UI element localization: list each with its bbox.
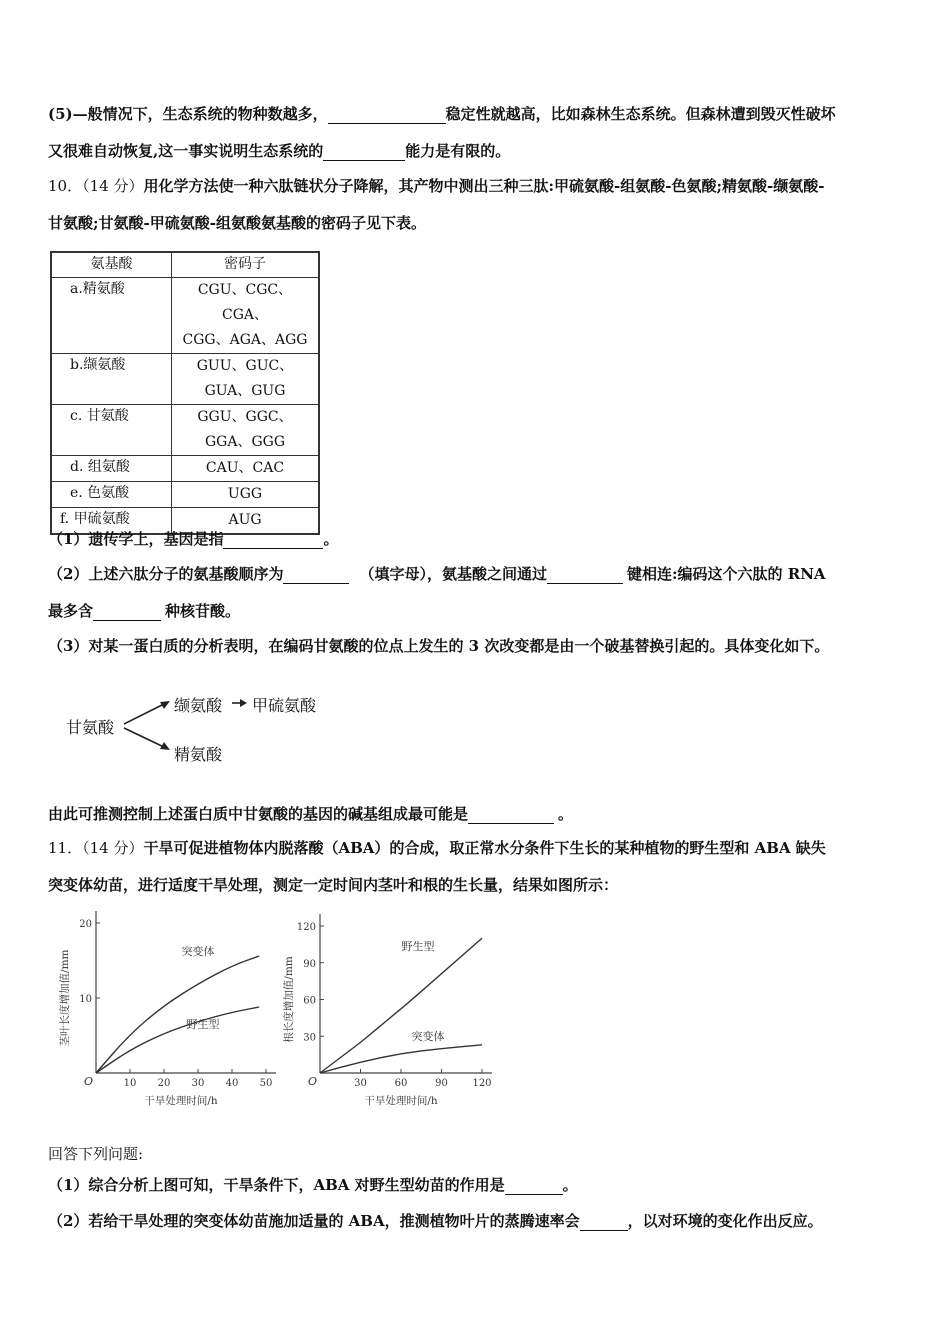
x-tick-label: 50 xyxy=(259,1078,273,1089)
codon-cell: UGG xyxy=(172,482,320,508)
codon-text: CGG、AGA、AGG xyxy=(182,332,308,348)
x-tick-label: 30 xyxy=(191,1078,205,1089)
answer-blank[interactable] xyxy=(93,602,161,621)
codon-cell xyxy=(172,278,320,354)
q10-p3 xyxy=(48,635,829,656)
answer-blank[interactable] xyxy=(580,1212,628,1231)
flow-branch-label: 精氨酸 xyxy=(174,745,223,764)
q10-p2-line1 xyxy=(48,563,826,584)
q10-p2-text: （2）上述六肽分子的氨基酸顺序为 xyxy=(48,565,284,583)
x-tick-label: 20 xyxy=(157,1078,171,1089)
arrow-head-icon xyxy=(240,699,247,707)
codon-text: GUU、GUC、 xyxy=(196,358,294,374)
q11-p2 xyxy=(48,1210,823,1231)
series-label: 野生型 xyxy=(401,940,435,953)
series-label: 野生型 xyxy=(186,1018,220,1031)
q10-p1-end: 。 xyxy=(323,530,339,548)
amino-acid-cell: d. 组氨酸 xyxy=(51,456,172,482)
chart-root xyxy=(280,905,500,1115)
table-row xyxy=(51,405,319,456)
codon-cell: AUG xyxy=(172,508,320,535)
series-line-2 xyxy=(96,1007,259,1073)
q10-p2-text: 最多含 xyxy=(48,602,94,620)
table-row xyxy=(51,456,319,482)
q11-p1 xyxy=(48,1174,578,1195)
q11-p1-text: （1）综合分析上图可知，干旱条件下，ABA 对野生型幼苗的作用是 xyxy=(48,1176,505,1194)
series-line-1 xyxy=(96,956,259,1073)
question-number: 11．（14 分） xyxy=(48,839,144,857)
amino-acid-cell: e. 色氨酸 xyxy=(51,482,172,508)
table-row xyxy=(51,482,319,508)
mutation-flow-diagram xyxy=(66,688,346,768)
x-tick-label: 10 xyxy=(123,1078,137,1089)
y-tick-label: 90 xyxy=(303,958,316,970)
q9-5-text-b: 稳定性就越高，比如森林生态系统。但森林遭到毁灭性破坏 xyxy=(445,105,836,123)
series-line-2 xyxy=(320,1045,482,1073)
q10-p1-text: （1）遗传学上，基因是指 xyxy=(48,530,224,548)
table-header: 密码子 xyxy=(172,252,320,278)
q10-p4-text: 由此可推测控制上述蛋白质中甘氨酸的基因的碱基组成最可能是 xyxy=(48,805,469,823)
q10-p1 xyxy=(48,528,338,549)
x-tick-label: 30 xyxy=(354,1078,367,1089)
codon-text: CGU、CGC、CGA、 xyxy=(197,282,293,323)
y-tick-label: 10 xyxy=(79,994,92,1005)
origin-label: O xyxy=(308,1075,318,1088)
answer-blank[interactable] xyxy=(223,530,323,549)
amino-acid-cell: f. 甲硫氨酸 xyxy=(51,508,172,535)
table-header: 氨基酸 xyxy=(51,252,172,278)
x-tick-label: 40 xyxy=(225,1078,239,1089)
x-tick-label: 120 xyxy=(472,1078,492,1089)
q10-p4 xyxy=(48,803,573,824)
q11-answer-lead xyxy=(48,1143,143,1164)
flow-source-label: 甘氨酸 xyxy=(66,718,115,737)
y-tick-label: 60 xyxy=(303,995,316,1007)
q9-5-line2 xyxy=(48,140,510,161)
amino-acid-cell: a.精氨酸 xyxy=(51,278,172,354)
y-tick-label: 20 xyxy=(79,919,92,930)
q11-p2-text: ，以对环境的变化作出反应。 xyxy=(627,1212,823,1230)
y-axis-label: 茎叶长度增加值/mm xyxy=(59,949,71,1047)
q9-5-text-d: 能力是有限的。 xyxy=(405,142,511,160)
x-tick-label: 60 xyxy=(394,1078,408,1089)
answer-blank[interactable] xyxy=(323,142,405,161)
amino-acid-cell: c. 甘氨酸 xyxy=(51,405,172,456)
y-axis-label: 根长度增加值/mm xyxy=(283,956,295,1043)
q11-stem-line2 xyxy=(48,874,618,895)
q10-p4-end: 。 xyxy=(558,805,574,823)
answer-blank[interactable] xyxy=(547,565,623,584)
answer-blank[interactable] xyxy=(283,565,349,584)
flow-mid-label: 缬氨酸 xyxy=(174,696,223,715)
q10-p2-text: 键相连:编码这个六肽的 RNA xyxy=(626,565,826,583)
x-tick-label: 90 xyxy=(435,1078,448,1089)
x-axis-label: 干旱处理时间/h xyxy=(364,1095,438,1107)
table-header-row xyxy=(51,252,319,278)
q10-p2-line2 xyxy=(48,600,240,621)
table-row xyxy=(51,354,319,405)
codon-cell: CAU、CAC xyxy=(172,456,320,482)
q11-stem-text: 干旱可促进植物体内脱落酸（ABA）的合成，取正常水分条件下生长的某种植物的野生型和 ABA 缺失 xyxy=(143,839,826,857)
q9-5-text-c: 又很难自动恢复,这一事实说明生态系统的 xyxy=(48,142,324,160)
q10-p2-text: 种核苷酸。 xyxy=(165,602,241,620)
flow-end-label: 甲硫氨酸 xyxy=(252,696,317,715)
codon-cell xyxy=(172,354,320,405)
codon-text: GUA、GUG xyxy=(204,383,286,399)
q10-p3-text: （3）对某一蛋白质的分析表明，在编码甘氨酸的位点上发生的 3 次改变都是由一个破基替换引起的。具体变化如下。 xyxy=(48,637,830,655)
series-line-1 xyxy=(320,938,482,1073)
y-tick-label: 30 xyxy=(303,1032,316,1044)
x-axis-label: 干旱处理时间/h xyxy=(144,1095,218,1107)
q10-stem-line2 xyxy=(48,212,426,233)
arrow-up xyxy=(124,703,166,724)
answer-blank[interactable] xyxy=(328,105,446,124)
q11-answer-lead-text: 回答下列问题: xyxy=(48,1145,144,1163)
q10-stem-text: 甘氨酸;甘氨酸-甲硫氨酸-组氨酸氨基酸的密码子见下表。 xyxy=(48,214,426,232)
codon-text: GGA、GGG xyxy=(204,434,286,450)
series-label: 突变体 xyxy=(411,1030,445,1043)
codon-table xyxy=(50,251,320,535)
q11-stem-text: 突变体幼苗，进行适度干旱处理，测定一定时间内茎叶和根的生长量，结果如图所示： xyxy=(48,876,619,894)
codon-text: GGU、GGC、 xyxy=(197,409,293,425)
q11-stem-line1 xyxy=(48,837,826,858)
q9-5-text-a: (5)—般情况下，生态系统的物种数越多， xyxy=(48,105,328,123)
codon-cell xyxy=(172,405,320,456)
q10-stem-line1 xyxy=(48,175,824,196)
q11-p2-text: （2）若给干旱处理的突变体幼苗施加适量的 ABA，推测植物叶片的蒸腾速率会 xyxy=(48,1212,580,1230)
answer-blank[interactable] xyxy=(505,1176,563,1195)
q11-p1-end: 。 xyxy=(562,1176,578,1194)
table-row xyxy=(51,278,319,354)
arrow-down xyxy=(124,728,166,748)
amino-acid-cell: b.缬氨酸 xyxy=(51,354,172,405)
q10-stem-text: 用化学方法使一种六肽链状分子降解，其产物中测出三种三肽:甲硫氨酸-组氨酸-色氨酸;精氨酸-缬氨酸- xyxy=(143,177,825,195)
answer-blank[interactable] xyxy=(468,805,554,824)
q10-p2-text: （填字母），氨基酸之间通过 xyxy=(359,565,547,583)
y-tick-label: 120 xyxy=(296,922,316,933)
question-number: 10．（14 分） xyxy=(48,177,144,195)
series-label: 突变体 xyxy=(181,945,215,958)
chart-stem-leaf xyxy=(48,905,278,1115)
q9-5-line1 xyxy=(48,103,836,124)
origin-label: O xyxy=(84,1075,94,1088)
